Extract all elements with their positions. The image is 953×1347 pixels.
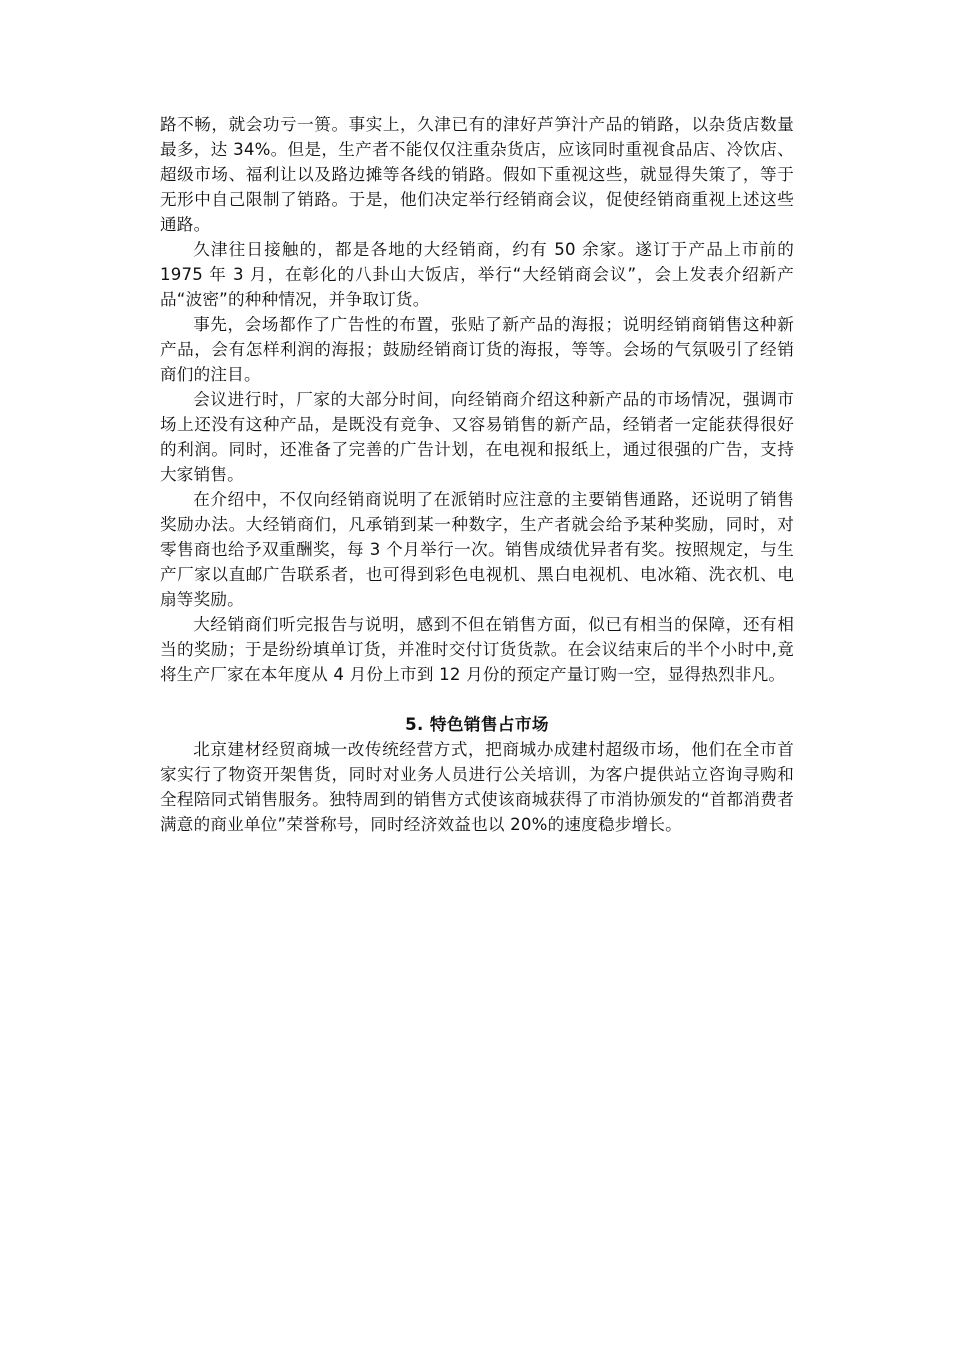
section-title: 5. 特色销售占市场 — [405, 715, 549, 734]
paragraph-beijing-mall: 北京建材经贸商城一改传统经营方式，把商城办成建村超级市场，他们在全市首家实行了物资开架售货，同时对业务人员进行公关培训，为客户提供站立咨询寻购和全程陪同式销售服务。独特周到的销售方式使该商城获得了市消协颁发的“首都消费者满意的商业单位”荣誉称号，同时经济效益也以 20%的速度稳步增长。 — [160, 740, 794, 834]
paragraph-sales-incentives: 在介绍中，不仅向经销商说明了在派销时应注意的主要销售通路，还说明了销售奖励办法。大经销商们，凡承销到某一种数字，生产者就会给予某种奖励，同时，对零售商也给予双重酬奖，每 3 个月举行一次。销售成绩优异者有奖。按照规定，与生产厂家以直邮广告联系者，也可得到彩色电视机、黑白电视机、电冰箱、洗衣机、电扇等奖励。 — [160, 490, 794, 609]
paragraph-venue-posters: 事先，会场都作了广告性的布置，张贴了新产品的海报；说明经销商销售这种新产品，会有怎样利润的海报；鼓励经销商订货的海报，等等。会场的气氛吸引了经销商们的注目。 — [160, 315, 794, 384]
document-page — [160, 112, 794, 837]
paragraph-continuation: 路不畅，就会功亏一篑。事实上，久津已有的津好芦笋汁产品的销路，以杂货店数量最多，达 34%。但是，生产者不能仅仅注重杂货店，应该同时重视食品店、冷饮店、超级市场、福利让以及路边摊等各线的销路。假如下重视这些，就显得失策了，等于无形中自己限制了销路。于是，他们决定举行经销商会议，促使经销商重视上述这些通路。 — [160, 115, 794, 234]
paragraph-dealer-contacts: 久津往日接触的，都是各地的大经销商，约有 50 余家。遂订于产品上市前的 1975 年 3 月，在彰化的八卦山大饭店，举行“大经销商会议”，会上发表介绍新产品“波密”的种种情况，并争取订货。 — [160, 240, 794, 309]
paragraph-orders-result: 大经销商们听完报告与说明，感到不但在销售方面，似已有相当的保障，还有相当的奖励；于是纷纷填单订货，并准时交付订货货款。在会议结束后的半个小时中,竟将生产厂家在本年度从 4 月份上市到 12 月份的预定产量订购一空，显得热烈非凡。 — [160, 615, 794, 684]
paragraph-meeting-presentation: 会议进行时，厂家的大部分时间，向经销商介绍这种新产品的市场情况，强调市场上还没有这种产品，是既没有竞争、又容易销售的新产品，经销者一定能获得很好的利润。同时，还准备了完善的广告计划，在电视和报纸上，通过很强的广告，支持大家销售。 — [160, 390, 794, 484]
